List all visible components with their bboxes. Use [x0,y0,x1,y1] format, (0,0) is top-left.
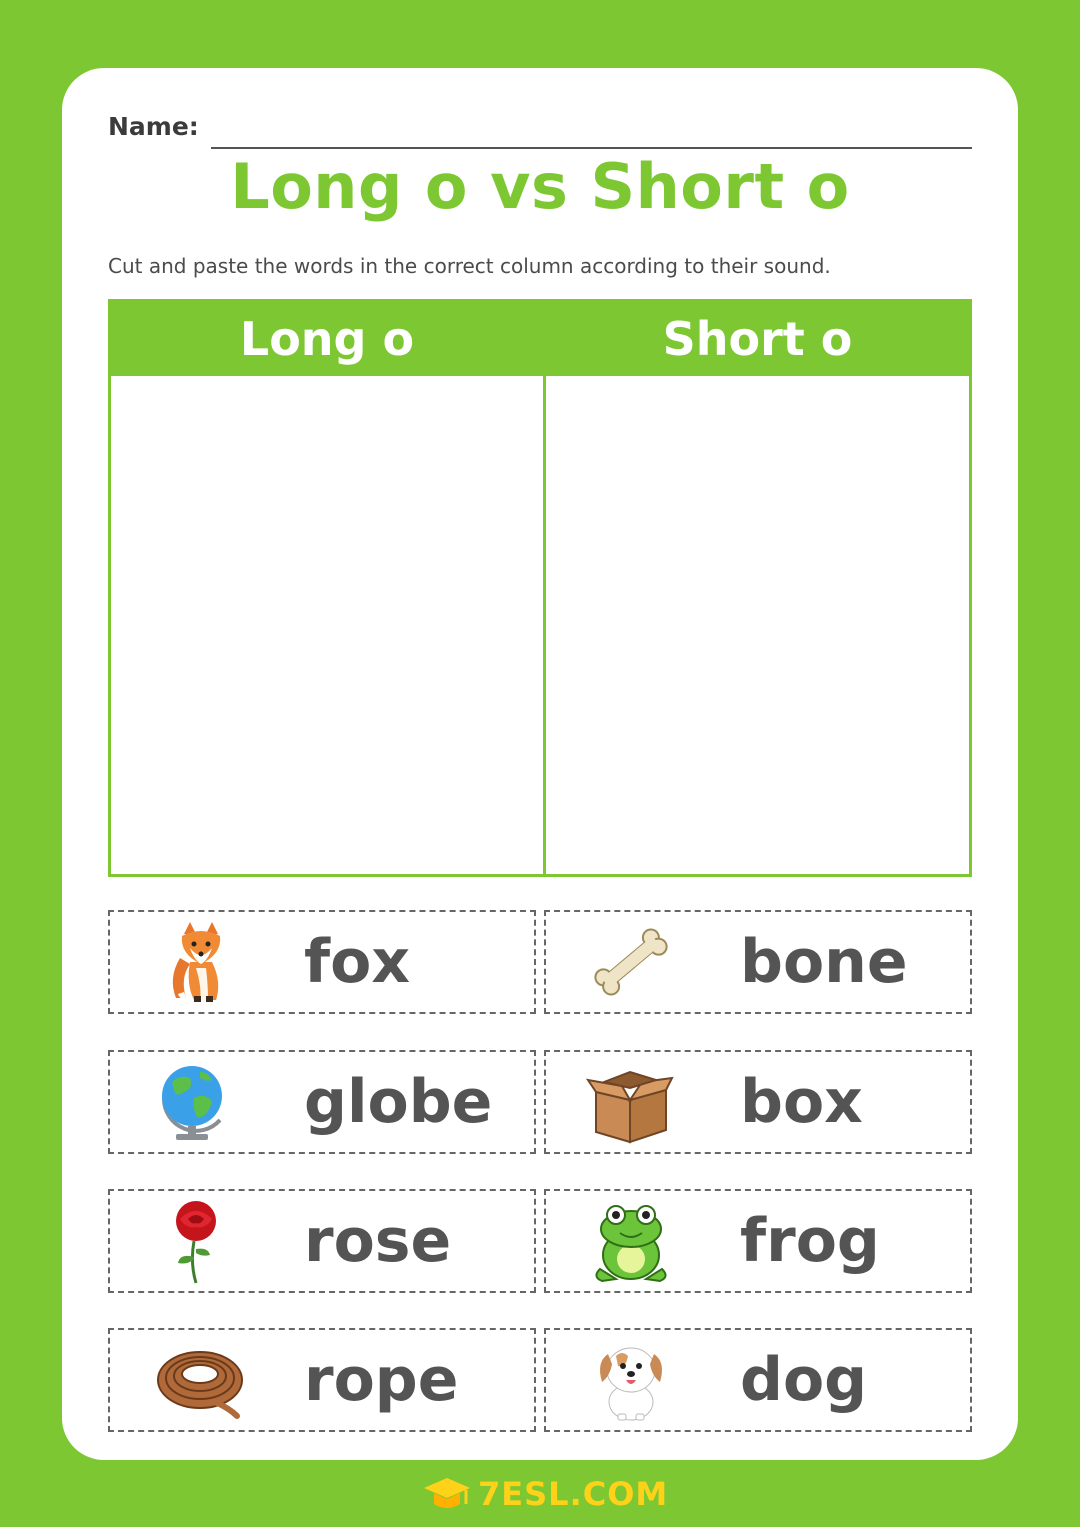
word-card-box[interactable] [544,1050,972,1154]
word-card-fox[interactable] [108,910,536,1014]
rose-icon [150,1197,240,1285]
frog-icon [586,1197,676,1285]
box-icon [586,1058,676,1146]
word-label: frog [740,1206,880,1276]
instructions: Cut and paste the words in the correct column according to their sound. [108,254,831,278]
word-label: rose [304,1206,452,1276]
fox-icon [150,918,240,1006]
dog-icon [586,1336,676,1424]
word-label: bone [740,927,908,997]
graduation-cap-icon [422,1474,472,1514]
name-label: Name: [108,112,199,141]
word-card-frog[interactable] [544,1189,972,1293]
word-label: globe [304,1067,493,1137]
name-field[interactable] [211,147,972,149]
drop-area-short-o[interactable] [546,376,969,874]
name-row [108,112,972,152]
word-label: rope [304,1345,459,1415]
word-label: dog [740,1345,868,1415]
logo-text: 7ESL.COM [478,1475,669,1513]
bone-icon [586,918,676,1006]
word-card-rose[interactable] [108,1189,536,1293]
column-header-long-o: Long o [111,302,543,376]
column-header-short-o: Short o [546,302,969,376]
rope-icon [144,1336,256,1424]
word-card-dog[interactable] [544,1328,972,1432]
word-card-globe[interactable] [108,1050,536,1154]
drop-area-long-o[interactable] [111,376,543,874]
word-label: fox [304,927,411,997]
worksheet-title: Long o vs Short o [230,150,850,223]
worksheet-page [62,68,1018,1460]
footer-logo[interactable] [422,1472,672,1516]
globe-icon [150,1058,240,1146]
word-card-bone[interactable] [544,910,972,1014]
sorting-table [108,299,972,877]
word-card-rope[interactable] [108,1328,536,1432]
word-label: box [740,1067,863,1137]
